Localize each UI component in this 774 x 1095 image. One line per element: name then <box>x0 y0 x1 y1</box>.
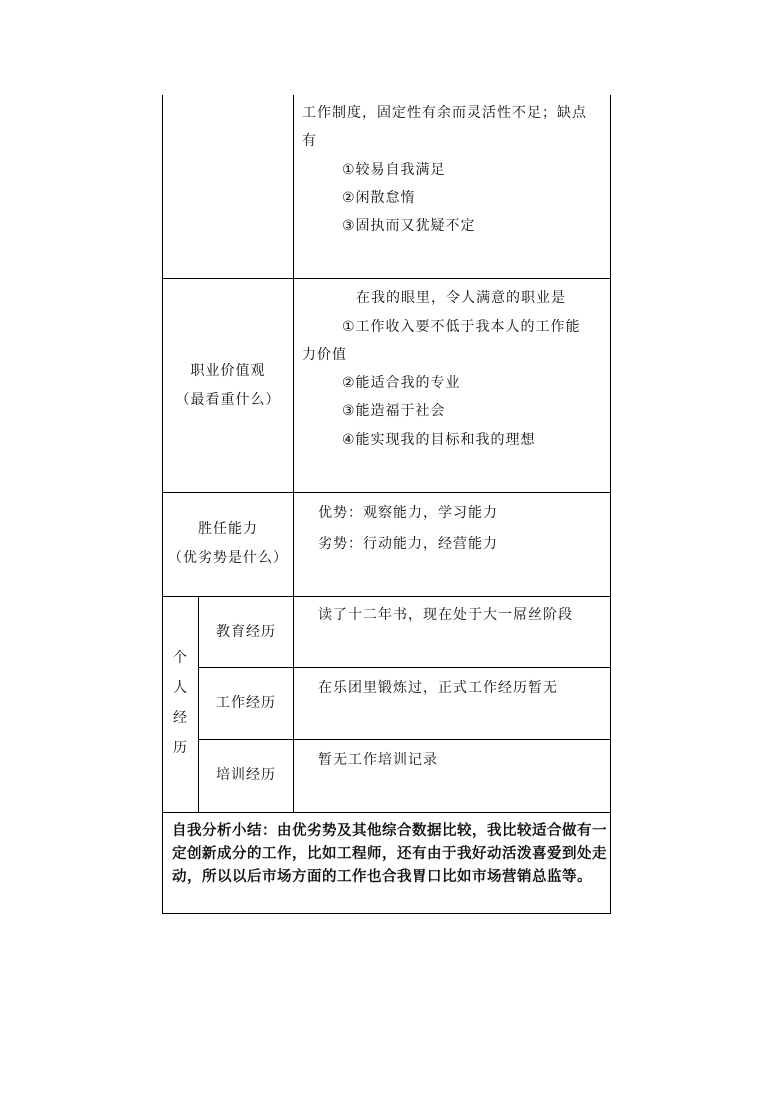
experience-group-char: 人 <box>173 680 188 696</box>
row-divider-competence <box>162 492 611 493</box>
table-left-border <box>162 95 163 914</box>
row-divider-training <box>198 739 611 740</box>
training-label: 培训经历 <box>216 767 276 783</box>
work-content: 在乐团里锻炼过，正式工作经历暂无 <box>318 680 558 696</box>
competence-label: 胜任能力 <box>198 521 258 537</box>
weakness-item: ③固执而又犹疑不定 <box>342 218 476 234</box>
competence-sublabel: （优劣势是什么） <box>168 550 288 566</box>
experience-group-char: 经 <box>173 710 188 726</box>
experience-group-char: 个 <box>173 650 188 666</box>
education-content: 读了十二年书，现在处于大一屌丝阶段 <box>318 607 573 623</box>
label-column-divider <box>293 95 294 812</box>
values-item: ①工作收入要不低于我本人的工作能 <box>342 319 581 335</box>
table-right-border <box>610 95 611 914</box>
values-item: 力价值 <box>302 347 347 363</box>
experience-group-char: 历 <box>173 740 188 756</box>
row-divider-work <box>198 667 611 668</box>
personality-text-line2: 有 <box>302 133 317 149</box>
self-analysis-summary: 自我分析小结：由优劣势及其他综合数据比较，我比较适合做有一定创新成分的工作，比如工程师，还有由于我好动活泼喜爱到处走动，所以以后市场方面的工作也合我胃口比如市场营销总监等。 <box>172 823 607 885</box>
competence-weaknesses: 劣势：行动能力，经营能力 <box>318 536 498 552</box>
values-item: ③能造福于社会 <box>342 403 446 419</box>
table-bottom-border <box>162 913 611 914</box>
row-divider-summary <box>162 812 611 813</box>
values-item: ④能实现我的目标和我的理想 <box>342 432 536 448</box>
weakness-item: ②闲散怠惰 <box>342 190 416 206</box>
row-divider-values <box>162 278 611 279</box>
values-item: ②能适合我的专业 <box>342 375 461 391</box>
row-divider-experience <box>162 596 611 597</box>
personality-text-line1: 工作制度，固定性有余而灵活性不足；缺点 <box>302 105 587 121</box>
values-intro: 在我的眼里，令人满意的职业是 <box>356 290 566 306</box>
work-label: 工作经历 <box>216 695 276 711</box>
education-label: 教育经历 <box>216 624 276 640</box>
weakness-item: ①较易自我满足 <box>342 162 446 178</box>
values-label: 职业价值观 <box>190 363 266 379</box>
values-sublabel: （最看重什么） <box>175 392 281 408</box>
training-content: 暂无工作培训记录 <box>318 752 438 768</box>
competence-strengths: 优势：观察能力，学习能力 <box>318 505 498 521</box>
